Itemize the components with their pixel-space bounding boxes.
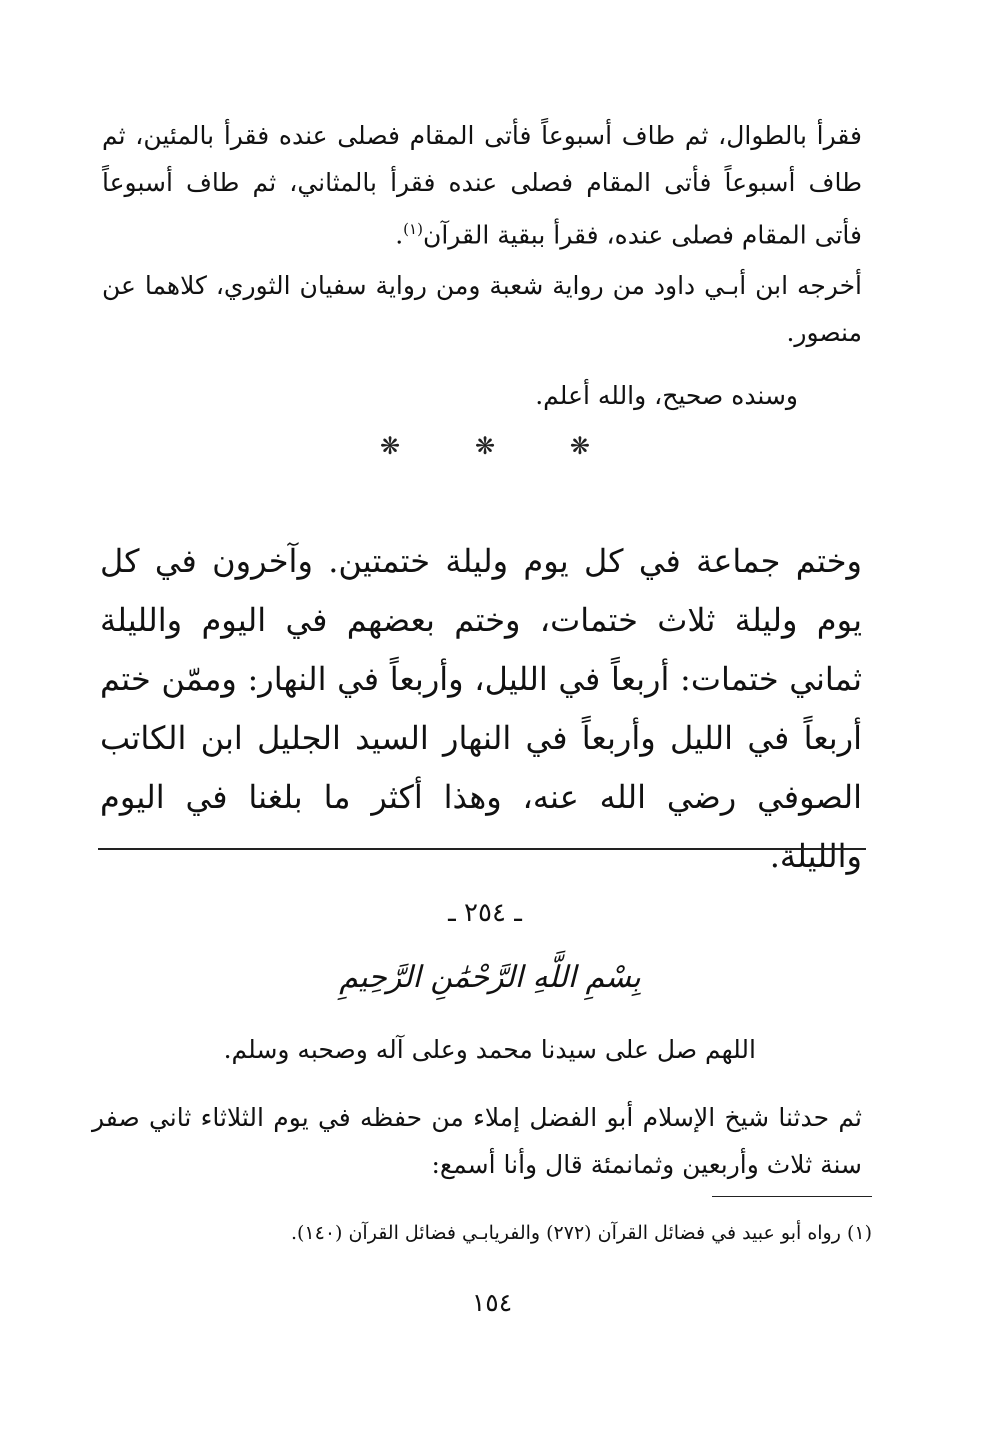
footnote-reference[interactable]: (١) (403, 220, 423, 238)
paragraph-imla: ثم حدثنا شيخ الإسلام أبو الفضل إملاء من حفظه في يوم الثلاثاء ثاني صفر سنة ثلاث وأربعين وثمانمئة قال وأنا أسمع: (92, 1103, 862, 1179)
section-divider (98, 848, 866, 850)
star-ornament-icon: ❋ (380, 432, 401, 460)
paragraph-end-mark: . (395, 220, 404, 250)
paragraph-salawat: اللهم صل على سيدنا محمد وعلى آله وصحبه وسلم. (223, 1035, 756, 1064)
footnote-divider (712, 1196, 872, 1197)
basmala: بِسْمِ اللَّهِ الرَّحْمَٰنِ الرَّحِيمِ (339, 960, 641, 995)
section-separator (380, 432, 590, 472)
hadith-number: ـ ٢٥٤ ـ (448, 898, 522, 928)
paragraph-takhrij: أخرجه ابن أبـي داود من رواية شعبة ومن رواية سفيان الثوري، كلاهما عن منصور. (102, 271, 862, 347)
paragraph-tawaf (102, 112, 862, 258)
paragraph-isnad: وسنده صحيح، والله أعلم. (535, 381, 798, 410)
page-number: ١٥٤ (471, 1288, 513, 1317)
paragraph-tawaf-text: فقرأ بالطوال، ثم طاف أسبوعاً فأتى المقام فصلى عنده فقرأ بالمئين، ثم طاف أسبوعاً فأتى المقام فصلى عنده فقرأ بالمثاني، ثم طاف أسبوعاً فأتى المقام فصلى عنده، فقرأ ببقية القرآن (102, 121, 862, 250)
paragraph-khatmat: وختم جماعة في كل يوم وليلة ختمتين. وآخرون في كل يوم وليلة ثلاث ختمات، وختم بعضهم في اليوم والليلة ثماني ختمات: أربعاً في الليل، وأربعاً في النهار: وممّن ختم أربعاً في الليل وأربعاً في النهار السيد الجليل ابن الكاتب الصوفي رضي الله عنه، وهذا أكثر ما بلغنا في اليوم والليلة. (100, 542, 862, 875)
footnote-text: (١) رواه أبو عبيد في فضائل القرآن (٢٧٢) والفريابـي فضائل القرآن (١٤٠). (290, 1222, 872, 1244)
star-ornament-icon: ❋ (474, 432, 496, 460)
star-ornament-icon: ❋ (569, 432, 590, 460)
